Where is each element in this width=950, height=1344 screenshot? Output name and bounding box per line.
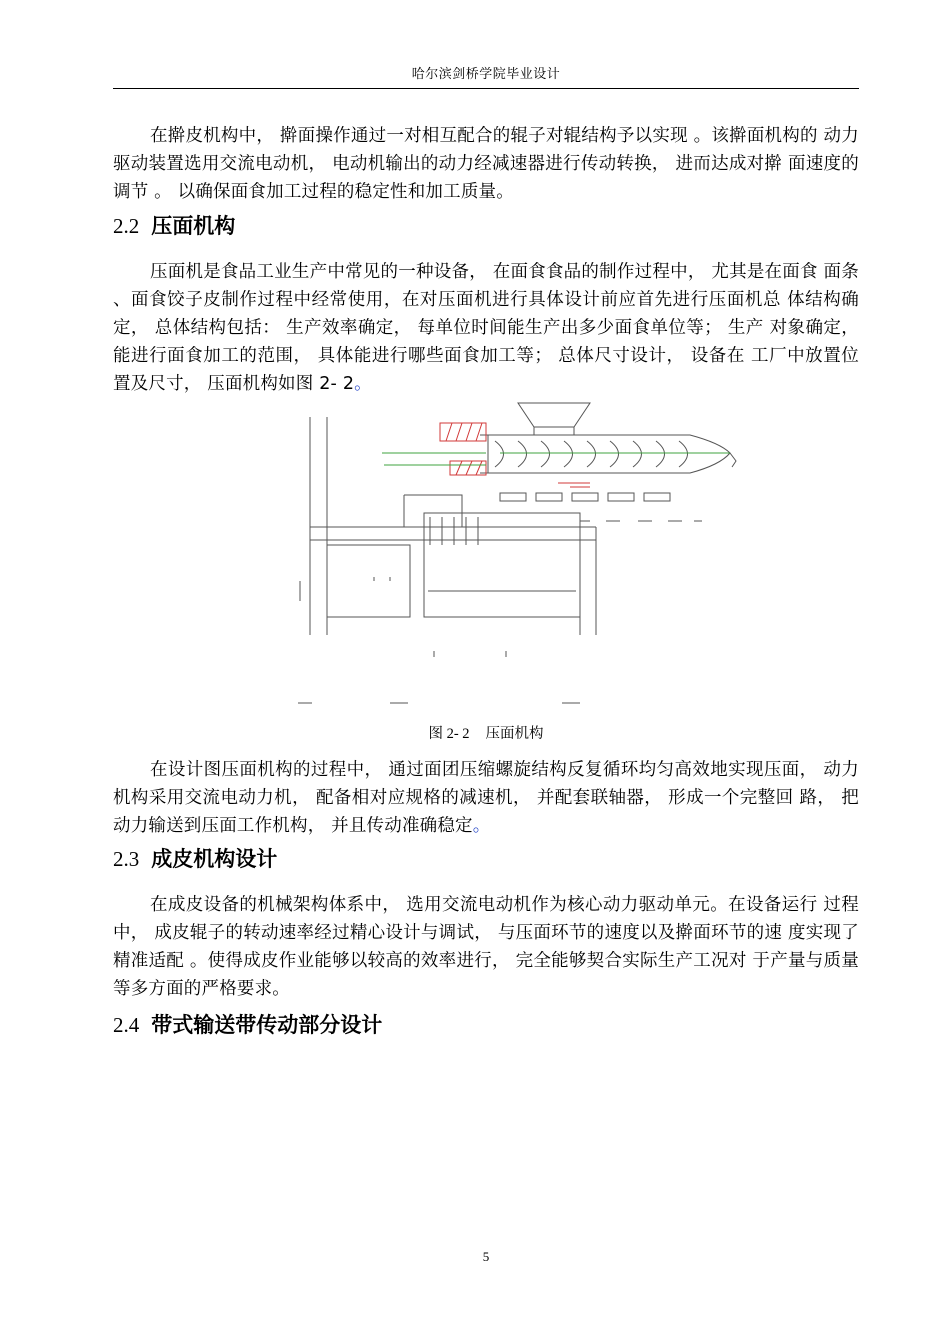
figure-caption (113, 724, 859, 744)
header-rule (113, 88, 859, 89)
section-2-2-paragraph-1 (113, 258, 859, 398)
pressing-mechanism-figure (290, 395, 750, 710)
section-2-4-heading (113, 1011, 859, 1039)
figure-caption-title: 压面机构 (485, 726, 544, 742)
section-2-2-paragraph-2 (113, 756, 859, 840)
section-2-2-paragraph-2-text: 在设计图压面机构的过程中， 通过面团压缩螺旋结构反复循环均匀高效地实现压面， 动力机构采用交流电动力机， 配备相对应规格的减速机， 并配套联轴器， 形成一个完整回 路， 把动力输送到压面工作机构， 并且传动准确稳定 (113, 760, 859, 836)
running-header: 哈尔滨剑桥学院毕业设计 (411, 67, 561, 82)
section-2-3-number: 2.3 (113, 847, 140, 871)
figure-caption-number: 图 2- 2 (428, 726, 470, 742)
section-2-2-title: 压面机构 (151, 214, 236, 238)
section-2-2-heading (113, 212, 859, 240)
intro-paragraph: 在擀皮机构中， 擀面操作通过一对相互配合的辊子对辊结构予以实现 。该擀面机构的 动力驱动装置选用交流电动机， 电动机输出的动力经减速器进行传动转换， 进而达成对擀 面速度的调节 。 以确保面食加工过程的稳定性和加工质量。 (113, 126, 859, 202)
section-2-4-title: 带式输送带传动部分设计 (151, 1013, 383, 1037)
page-number: 5 (482, 1249, 490, 1264)
section-2-4-number: 2.4 (113, 1013, 140, 1037)
section-2-2-paragraph-2-end: 。 (472, 816, 491, 836)
section-2-3-heading (113, 845, 859, 873)
section-2-2-paragraph-1-end: 。 (354, 374, 372, 394)
section-2-3-paragraph: 在成皮设备的机械架构体系中， 选用交流电动机作为核心动力驱动单元。在设备运行 过程中， 成皮辊子的转动速率经过精心设计与调试， 与压面环节的速度以及擀面环节的速 度实现了精准适配 。使得成皮作业能够以较高的效率进行， 完全能够契合实际生产工况对 于产量与质量等多方面的严格要求。 (113, 895, 859, 999)
section-2-2-paragraph-1-text: 压面机是食品工业生产中常见的一种设备， 在面食食品的制作过程中， 尤其是在面食 面条 、面食饺子皮制作过程中经常使用，在对压面机进行具体设计前应首先进行压面机总 体结构确定， 总体结构包括： 生产效率确定， 每单位时间能生产出多少面食单位等； 生产 对象确定， 能进行面食加工的范围， 具体能进行哪些面食加工等； 总体尺寸设计， 设备在 工厂中放置位置及尺寸， 压面机构如图 2- 2 (113, 262, 859, 394)
section-2-3-title: 成皮机构设计 (151, 847, 278, 871)
section-2-2-number: 2.2 (113, 214, 140, 238)
pressing-mechanism-drawing (290, 395, 750, 710)
